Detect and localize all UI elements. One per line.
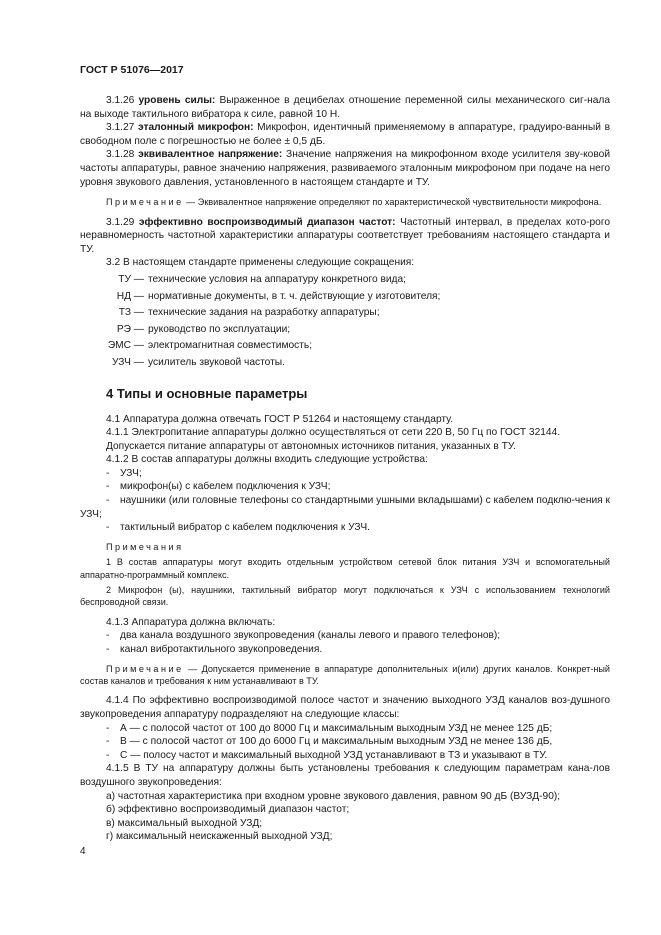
abbreviation-key: НД — bbox=[116, 290, 144, 302]
clause-4-1-1-note: Допускается питание аппаратуры от автономных источников питания, указанных в ТУ. bbox=[106, 440, 516, 452]
clause-number: 3.1.27 bbox=[106, 122, 135, 134]
dash-bullet: - bbox=[106, 481, 110, 493]
clause-4-1-2: 4.1.2 В состав аппаратуры должны входить следующие устройства: bbox=[106, 454, 428, 466]
list-item-text: микрофон(ы) с кабелем подключения к УЗЧ; bbox=[120, 481, 331, 493]
dash-bullet: - bbox=[106, 495, 110, 507]
clause-4-1-1: 4.1.1 Электропитание аппаратуры должно осуществляться от сети 220 В, 50 Гц по ГОСТ 32144. bbox=[106, 427, 561, 439]
definition-text: Значение напряжения на микрофонном входе усилителя зву-ковой частоты аппаратуры, равное значению напряжения, развиваемого эталонным микрофоном при подаче на него уровня звукового давления, установленного в настоящем стандарте и ТУ. bbox=[80, 149, 611, 188]
list-item-text: С — полосу частот и максимальный выходной УЗД устанавливают в ТЗ и указывают в ТУ. bbox=[120, 749, 548, 761]
term: эквивалентное напряжение: bbox=[138, 149, 283, 161]
list-item bbox=[80, 494, 610, 521]
abbreviation-item bbox=[80, 356, 610, 370]
definition-3-1-27 bbox=[80, 121, 610, 148]
page-number: 4 bbox=[80, 846, 86, 857]
dash-bullet: - bbox=[106, 467, 110, 479]
abbreviation-item bbox=[80, 323, 610, 337]
abbreviation-desc: электромагнитная совместимость; bbox=[148, 340, 313, 352]
dash-bullet: - bbox=[106, 722, 110, 734]
note-item: 1 В состав аппаратуры могут входить отдельным устройством сетевой блок питания УЗЧ и вспомогательный аппаратно-программный комплекс. bbox=[80, 557, 610, 580]
dash-bullet: - bbox=[106, 736, 110, 748]
abbreviations-intro: 3.2 В настоящем стандарте применены следующие сокращения: bbox=[106, 257, 415, 269]
note-channels bbox=[80, 663, 610, 688]
list-item bbox=[80, 480, 610, 494]
dash-bullet: - bbox=[106, 630, 110, 642]
page-content bbox=[80, 94, 610, 844]
abbreviation-desc: нормативные документы, в т. ч. действующие у изготовителя; bbox=[148, 290, 441, 302]
list-item bbox=[80, 467, 610, 481]
term: эффективно воспроизводимый диапазон частот: bbox=[138, 216, 396, 228]
clause-number: 3.1.29 bbox=[106, 216, 135, 228]
list-item-text: два канала воздушного звукопроведения (каналы левого и правого телефонов); bbox=[120, 630, 501, 642]
standard-header: ГОСТ Р 51076—2017 bbox=[80, 64, 184, 76]
abbreviation-item bbox=[80, 306, 610, 320]
abbreviation-key: ТУ — bbox=[118, 273, 144, 285]
term: эталонный микрофон: bbox=[137, 122, 254, 134]
abbreviation-item bbox=[80, 273, 610, 287]
list-item: а) частотная характеристика при входном уровне звукового давления, равном 90 дБ (ВУЗД-90); bbox=[106, 790, 561, 802]
dash-bullet: - bbox=[106, 644, 110, 656]
definition-text: Частотный интервал, в пределах кото-рого неравномерность частотной характеристики аппаратуры соответствует требованиям настоящего стандарта и ТУ. bbox=[80, 216, 610, 255]
definition-3-1-28 bbox=[80, 148, 610, 189]
list-item bbox=[80, 735, 610, 749]
list-item-text: канал вибротактильного звукопроведения. bbox=[120, 644, 323, 656]
clause-4-1: 4.1 Аппаратура должна отвечать ГОСТ Р 51264 и настоящему стандарту. bbox=[106, 413, 454, 425]
definition-3-1-29 bbox=[80, 216, 610, 257]
abbreviation-desc: технические задания на разработку аппаратуры; bbox=[148, 307, 380, 319]
definition-text: Выраженное в децибелах отношение переменной силы механического сиг-нала на выходе тактильного вибратора к силе, равной 10 Н. bbox=[80, 95, 610, 120]
abbreviation-key: ТЗ — bbox=[118, 307, 144, 319]
abbreviation-item bbox=[80, 339, 610, 353]
list-item bbox=[80, 749, 610, 763]
abbreviation-key: РЭ — bbox=[116, 323, 144, 335]
dash-bullet: - bbox=[106, 522, 110, 534]
notes-label bbox=[80, 541, 610, 553]
list-item: б) эффективно воспроизводимый диапазон частот; bbox=[106, 804, 350, 816]
list-item bbox=[80, 643, 610, 657]
dash-bullet: - bbox=[106, 749, 110, 761]
clause-4-1-3: 4.1.3 Аппаратура должна включать: bbox=[106, 616, 276, 628]
note-item: 2 Микрофон (ы), наушники, тактильный вибратор могут подключаться к УЗЧ с использованием технологий беспроводной связи. bbox=[80, 585, 610, 608]
clause-4-1-4: 4.1.4 По эффективно воспроизводимой полосе частот и значению выходного УЗД каналов воз-душного звукопроведения аппаратуру подразделяют на следующие классы: bbox=[80, 695, 610, 721]
abbreviation-desc: усилитель звуковой частоты. bbox=[148, 356, 285, 368]
note-equivalent-voltage bbox=[80, 196, 610, 208]
note-text: — Эквивалентное напряжение определяют по характеристической чувствительности микрофона. bbox=[183, 197, 602, 208]
abbreviation-desc: технические условия на аппаратуру конкретного вида; bbox=[148, 273, 406, 285]
list-item-text: наушники (или головные телефоны со стандартными ушными вкладышами) с кабелем подклю-чения к УЗЧ; bbox=[80, 495, 610, 520]
clause-number: 3.1.28 bbox=[106, 149, 135, 161]
abbreviation-desc: руководство по эксплуатации; bbox=[148, 323, 291, 335]
definition-3-1-26 bbox=[80, 94, 610, 121]
note-label: Примечание bbox=[106, 197, 184, 208]
note-label: Примечания bbox=[106, 541, 184, 552]
clause-4-1-5: 4.1.5 В ТУ на аппаратуру должны быть установлены требования к следующим параметрам кана-лов воздушного звукопроведения: bbox=[80, 763, 610, 789]
list-item bbox=[80, 722, 610, 736]
note-label: Примечание bbox=[106, 663, 184, 674]
section-title: 4 Типы и основные параметры bbox=[106, 385, 308, 401]
list-item: в) максимальный выходной УЗД; bbox=[106, 817, 263, 829]
list-item-text: А — с полосой частот от 100 до 8000 Гц и максимальным выходным УЗД не менее 125 дБ; bbox=[120, 722, 553, 734]
definition-text: Микрофон, идентичный применяемому в аппаратуре, градуиро-ванный в свободном поле с погрешностью не более ± 0,5 дБ. bbox=[80, 122, 610, 147]
clause-number: 3.1.26 bbox=[106, 95, 135, 106]
list-item bbox=[80, 521, 610, 535]
abbreviations-list bbox=[80, 273, 610, 370]
abbreviation-item bbox=[80, 290, 610, 304]
list-item bbox=[80, 629, 610, 643]
list-item-text: В — с полосой частот от 100 до 6000 Гц и максимальным выходным УЗД не менее 136 дБ, bbox=[120, 736, 553, 748]
list-item-text: УЗЧ; bbox=[120, 467, 142, 479]
list-item-text: тактильный вибратор с кабелем подключения к УЗЧ. bbox=[120, 522, 370, 534]
note-text: — Допускается применение в аппаратуре дополнительных и(или) других каналов. Конкрет-ный состав каналов и требования к ним устанавливают в ТУ. bbox=[80, 663, 610, 687]
list-item: г) максимальный неискаженный выходной УЗД; bbox=[106, 831, 333, 843]
abbreviation-key: УЗЧ — bbox=[112, 356, 144, 368]
term: уровень силы: bbox=[138, 95, 216, 106]
abbreviation-key: ЭМС — bbox=[107, 340, 144, 352]
